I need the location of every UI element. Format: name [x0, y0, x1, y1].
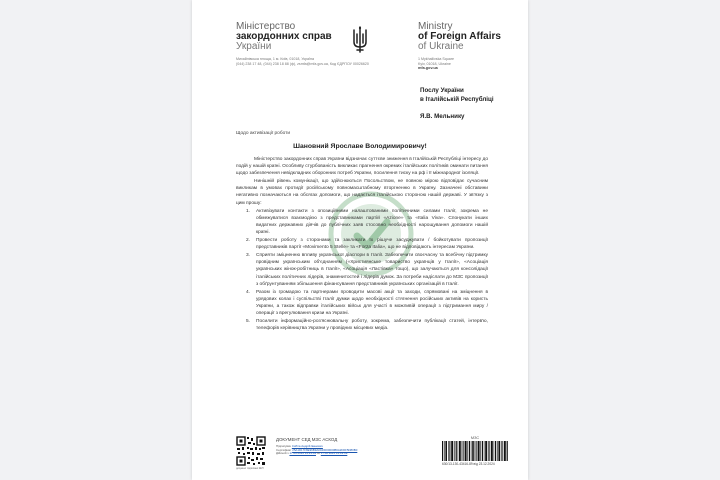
registration-block: [442, 436, 508, 466]
signer-name-link[interactable]: Сибіга Андрій Іванович: [291, 444, 323, 448]
body-paragraph-1: Міністерство закордонних справ України відзначає суттєве зниження в Італійській Республіці інтересу до подій у нашій країні. Особливу стурбованість викликає прагнення окремих італійських політиків оминати питання щодо забезпечення невідкладних оборонних потреб України, посилення тиску на рф і її міжнародної ізоляції.: [236, 157, 488, 177]
electronic-signature-block: [276, 437, 426, 456]
list-item-text: Посилити інформаційно-роз'яснювальну роботу, зокрема, забезпечити публікації статей, інтерв'ю, телефорів керівництва України у провідних місцевих медіа.: [256, 319, 488, 332]
ministry-name-line2: закордонних справ: [236, 31, 332, 42]
request-list: [236, 208, 488, 333]
list-item-text: Разом із громадою та партнерами проводити масові акції та заходи, спрямовані на зміцнення в урядових колах і суспільстві Італії думки щодо необхідності стягнення російських активів на користь України, а також відправки італійських військ для участі в можливій операції з підтримання миру / операції з врегулювання кризи на Україні.: [256, 289, 488, 316]
qr-code-icon: [236, 436, 266, 466]
valid-sep: по: [316, 451, 320, 456]
certificate-prefix: Сертифікат: [276, 447, 292, 452]
ministry-name-en-line3: of Ukraine: [418, 41, 464, 52]
list-item-number: 4.: [246, 289, 251, 295]
barcode-icon: [442, 441, 508, 461]
list-item: [246, 318, 488, 332]
ministry-address: Михайлівська площа, 1 м. Київ, 01018, Україна: [236, 57, 315, 61]
valid-prefix: Дійсний з: [276, 451, 289, 456]
list-item-text: Активізувати контакти з опозиційними налаштованими політичними силами Італії, зокрема не обмежуватися взаємодією з представниками партій «Azione» та «Italia Viva». Спонукати інших видатних державних діячів до публічних заяв стосовно необхідності нарощування допомоги нашій країні.: [256, 208, 488, 235]
list-item-number: 5.: [246, 319, 251, 325]
ministry-name-en-line2: of Foreign Affairs: [418, 31, 501, 42]
list-item: [246, 289, 488, 317]
valid-from-link[interactable]: 17.06.2023 14:23:09: [289, 451, 316, 456]
recipient-block: [420, 86, 525, 121]
qr-caption: документ підписано КЕП: [236, 467, 264, 470]
ministry-address-en-2: Kyiv, 01018, Ukraine: [418, 61, 451, 66]
body-paragraph-2: Нинішній рівень комунікації, що здійснюються Посольством, не повною мірою відповідає сучасним викликам в умовах протидії російському повномасштабному вторгненню в Україну. Зазначені обставини негативно позначаються на обсягах допомоги, що надається італійською стороною нашій державі. У зв'язку з цим прошу:: [236, 179, 488, 206]
ministry-header-english: [418, 22, 518, 71]
salutation: Шановний Ярославе Володимировичу!: [293, 143, 427, 150]
ministry-name-en-line1: Ministry: [418, 21, 453, 32]
list-item: [246, 237, 488, 251]
signature-title: ДОКУМЕНТ СЕД МЗС АСКОД: [276, 437, 338, 442]
registration-number: 630/13-130-43416-89 від 23.12.2024: [442, 462, 495, 466]
recipient-line2: в Італійській Республіці: [420, 96, 494, 103]
ministry-name-line1: Міністерство: [236, 21, 296, 32]
ministry-contacts: (044) 238 17 48, (044) 238 18 88 (ф), zsmfa@mfa.gov.ua, Код ЄДРПОУ 00026620: [236, 61, 369, 66]
ministry-name-line3: України: [236, 41, 272, 52]
recipient-line1: Послу України: [420, 87, 464, 94]
registration-label: МЗС: [470, 436, 480, 440]
list-item: [246, 252, 488, 287]
document-footer: [236, 436, 506, 470]
list-item-number: 3.: [246, 253, 251, 259]
list-item-text: Сприяти зміцненню впливу української діаспори в Італії. Забезпечити своєчасну та всебічну підтримку провідним українським об'єднанням («Християнське товариство українців у Італії», «Асоціація українських жінок-робітниць в Італії», «Асоціація «Ластівка» тощо), що залучаються для консолідації італійських політичних лідерів, знаменитостей і лідерів думок. За потреби надіслати до МЗС пропозиції з обґрунтуванням збільшення фінансування представників українських організацій в Італії.: [256, 253, 488, 287]
letter-subject: Щодо активізації роботи: [236, 131, 291, 136]
ministry-website: mfa.gov.ua: [418, 66, 438, 71]
signer-prefix: Підписувач: [276, 444, 292, 448]
trident-icon: [352, 26, 368, 54]
validity-line: [276, 452, 426, 456]
letter-body: [236, 156, 488, 333]
ministry-address-en-1: 1 Mykhailivska Square: [418, 57, 454, 61]
certificate-link[interactable]: 25A1D17F8E96B9A0040000000B6A2D0F5D80B0: [292, 447, 358, 452]
list-item: [246, 208, 488, 236]
list-item-text: Провести роботу з сторонами та закликати їх рішуче засуджувати / бойкотувати пропозиції представників партії «Movimento 5 Stelle» та «Forza Italia», що не відповідають інтересам України.: [256, 238, 488, 251]
list-item-number: 2.: [246, 238, 251, 244]
valid-to-link[interactable]: 17.06.2025 14:23:09: [320, 451, 348, 456]
list-item-number: 1.: [246, 208, 251, 214]
letter-page: [192, 0, 528, 480]
recipient-name: Я.В. Мельнику: [420, 113, 465, 120]
ministry-header-ukrainian: [236, 21, 369, 66]
